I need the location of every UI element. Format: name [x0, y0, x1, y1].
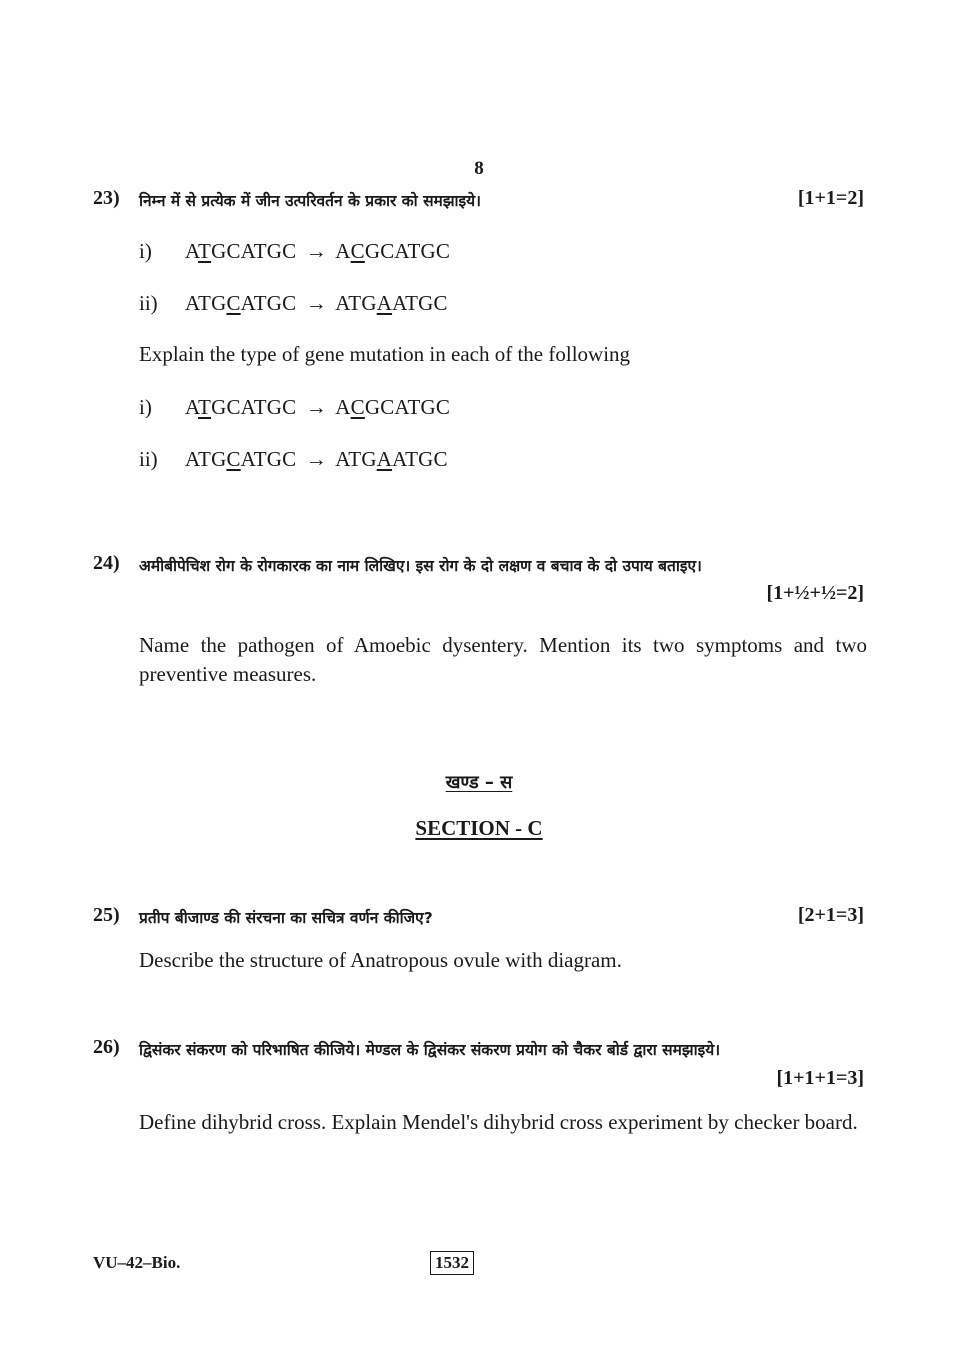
- q23-number: 23): [93, 187, 120, 209]
- arrow-icon: →: [305, 395, 327, 419]
- paper-code: VU–42–Bio.: [93, 1253, 181, 1272]
- q26-number: 26): [93, 1036, 120, 1058]
- q23-english-text: Explain the type of gene mutation in each of the following: [139, 342, 631, 366]
- q24-marks: [1+½+½=2]: [766, 582, 864, 604]
- q26-marks: [1+1+1=3]: [776, 1067, 864, 1089]
- arrow-icon: →: [305, 447, 327, 471]
- page-number: 8: [474, 158, 484, 179]
- q23-hindi-text: निम्न में से प्रत्येक में जीन उत्परिवर्तन के प्रकार को समझाइये।: [139, 192, 482, 210]
- q23-hindi-item-1-sequence: ATGCATGC → ACGCATGC: [185, 239, 451, 263]
- q26-hindi-text: द्विसंकर संकरण को परिभाषित कीजिये। मेण्डल के द्विसंकर संकरण प्रयोग को चैकर बोर्ड द्वारा समझाइये।: [139, 1041, 721, 1059]
- arrow-icon: →: [305, 291, 327, 315]
- q25-marks: [2+1=3]: [797, 904, 864, 926]
- q26-english-text: Define dihybrid cross. Explain Mendel's dihybrid cross experiment by checker board.: [139, 1110, 858, 1134]
- arrow-icon: →: [305, 239, 327, 263]
- q25-number: 25): [93, 904, 120, 926]
- q23-hindi-item-2-sequence: ATGCATGC → ATGAATGC: [185, 291, 448, 315]
- q25-english-text: Describe the structure of Anatropous ovule with diagram.: [139, 948, 622, 972]
- q24-hindi-text: अमीबीपेचिश रोग के रोगकारक का नाम लिखिए। इस रोग के दो लक्षण व बचाव के दो उपाय बताइए।: [139, 557, 702, 575]
- q24-english-text: Name the pathogen of Amoebic dysentery. Mention its two symptoms and two preventive measures.: [139, 633, 867, 686]
- q25-hindi-text: प्रतीप बीजाण्ड की संरचना का सचित्र वर्णन कीजिए?: [139, 909, 433, 927]
- q23-english-item-1-sequence: ATGCATGC → ACGCATGC: [185, 395, 451, 419]
- section-title: SECTION - C: [415, 816, 543, 840]
- q23-english-item-2-sequence: ATGCATGC → ATGAATGC: [185, 447, 448, 471]
- q23-english-item-2-label: ii): [139, 447, 158, 471]
- q23-hindi-item-1-label: i): [139, 239, 152, 263]
- section-hindi-title: खण्ड – स: [445, 772, 513, 793]
- page-code-box: 1532: [430, 1251, 474, 1275]
- q24-number: 24): [93, 552, 120, 574]
- q23-hindi-item-2-label: ii): [139, 291, 158, 315]
- q23-marks: [1+1=2]: [797, 187, 864, 209]
- q23-english-item-1-label: i): [139, 395, 152, 419]
